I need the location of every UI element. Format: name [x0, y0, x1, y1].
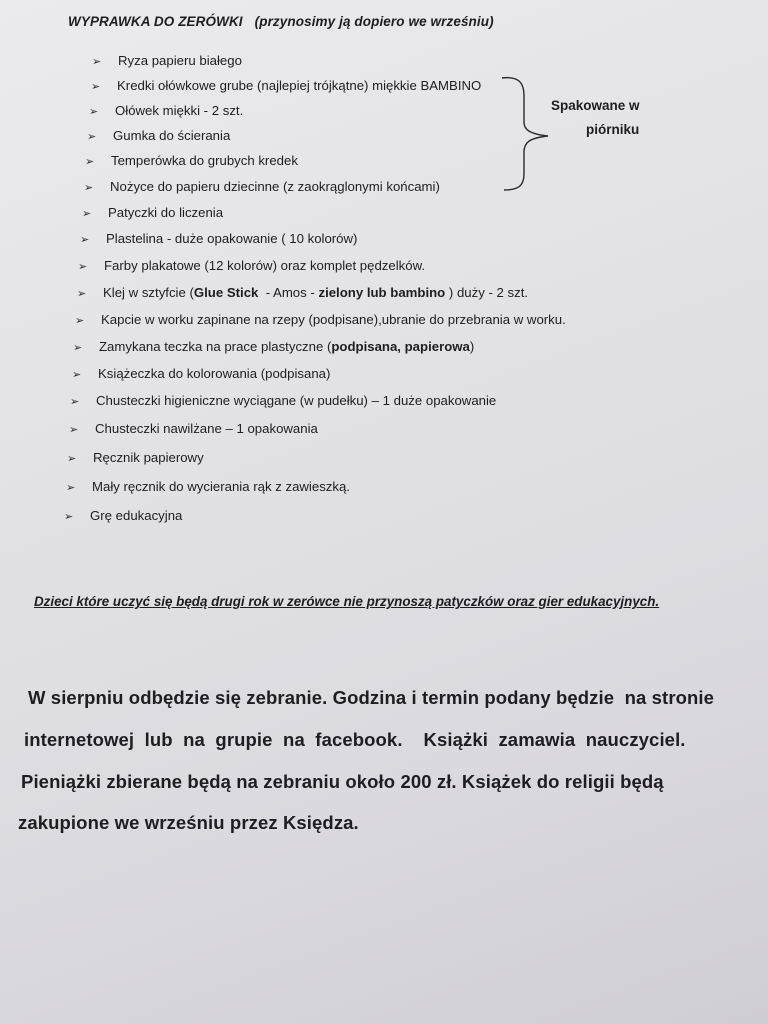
bullet-arrow-icon: ➢: [64, 511, 74, 523]
list-item: ➢ Mały ręcznik do wycierania rąk z zawieszką.: [66, 479, 350, 494]
note-second-year: Dzieci które uczyć się będą drugi rok w zerówce nie przynoszą patyczków oraz gier edukacyjnych.: [34, 594, 660, 609]
list-item: ➢ Ręcznik papierowy: [67, 450, 204, 465]
list-item: ➢ Plastelina - duże opakowanie ( 10 kolorów): [80, 231, 358, 246]
list-item: ➢ Nożyce do papieru dziecinne (z zaokrąglonymi końcami): [84, 179, 440, 194]
list-item: ➢ Kapcie w worku zapinane na rzepy (podpisane),ubranie do przebrania w worku.: [75, 312, 566, 327]
bullet-arrow-icon: ➢: [78, 261, 88, 273]
bullet-arrow-icon: ➢: [84, 182, 94, 194]
title-sub: (przynosimy ją dopiero we wrześniu): [254, 14, 494, 29]
paragraph-line: Pieniążki zbierane będą na zebraniu około 200 zł. Książek do religii będą: [21, 771, 664, 792]
paragraph-line: W sierpniu odbędzie się zebranie. Godzina i termin podany będzie na stronie: [28, 687, 715, 708]
bullet-arrow-icon: ➢: [70, 396, 80, 408]
bullet-arrow-icon: ➢: [87, 131, 97, 143]
bullet-arrow-icon: ➢: [73, 342, 83, 354]
bullet-arrow-icon: ➢: [67, 453, 77, 465]
list-item: ➢ Temperówka do grubych kredek: [85, 153, 298, 168]
list-item: ➢ Chusteczki higieniczne wyciągane (w pudełku) – 1 duże opakowanie: [70, 393, 497, 408]
bullet-arrow-icon: ➢: [85, 156, 95, 168]
packed-label-line1: Spakowane w: [551, 98, 640, 113]
paragraph-line: internetowej lub na grupie na facebook. Książki zamawia nauczyciel.: [24, 729, 686, 750]
curly-brace-icon: [500, 74, 560, 194]
bullet-arrow-icon: ➢: [80, 234, 90, 246]
list-item-glue: ➢ Klej w sztyfcie (Glue Stick - Amos - zielony lub bambino ) duży - 2 szt.: [77, 285, 529, 300]
bullet-arrow-icon: ➢: [75, 315, 85, 327]
bullet-arrow-icon: ➢: [77, 288, 87, 300]
bullet-arrow-icon: ➢: [89, 106, 99, 118]
list-item-folder: ➢ Zamykana teczka na prace plastyczne (podpisana, papierowa): [73, 339, 475, 354]
list-item: ➢ Ryza papieru białego: [92, 53, 242, 68]
bullet-arrow-icon: ➢: [92, 56, 102, 68]
list-item: ➢ Grę edukacyjna: [64, 508, 183, 523]
bullet-arrow-icon: ➢: [91, 81, 101, 93]
list-item: ➢ Kredki ołówkowe grube (najlepiej trójkątne) miękkie BAMBINO: [91, 78, 482, 93]
paragraph-line: zakupione we wrześniu przez Księdza.: [18, 812, 359, 833]
list-item: ➢ Chusteczki nawilżane – 1 opakowania: [69, 421, 318, 436]
bullet-arrow-icon: ➢: [82, 208, 92, 220]
list-item: ➢ Ołówek miękki - 2 szt.: [89, 103, 244, 118]
bullet-arrow-icon: ➢: [69, 424, 79, 436]
list-item: ➢ Gumka do ścierania: [87, 128, 231, 143]
bullet-arrow-icon: ➢: [66, 482, 76, 494]
list-item: ➢ Książeczka do kolorowania (podpisana): [72, 366, 331, 381]
list-item: ➢ Farby plakatowe (12 kolorów) oraz komplet pędzelków.: [78, 258, 426, 273]
list-title: [68, 14, 494, 29]
bullet-arrow-icon: ➢: [72, 369, 82, 381]
title-main: WYPRAWKA DO ZERÓWKI: [68, 14, 243, 29]
list-item: ➢ Patyczki do liczenia: [82, 205, 224, 220]
packed-label-line2: piórniku: [586, 122, 640, 137]
